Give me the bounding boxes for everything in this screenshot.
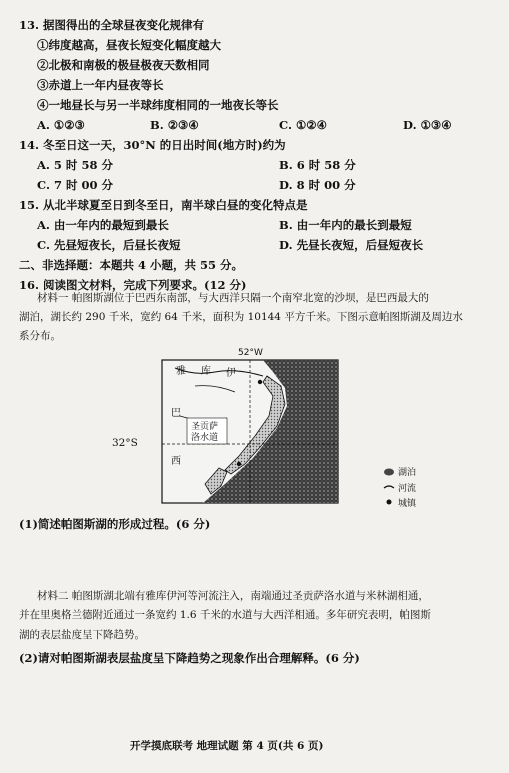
q16-stem: 16. 阅读图文材料，完成下列要求。(12 分) — [19, 278, 247, 292]
q15-option-d: D. 先昼长夜短，后昼短夜长 — [279, 238, 424, 252]
q14-option-b: B. 6 时 58 分 — [279, 158, 356, 172]
channel-label-line-2: 洛水道 — [191, 433, 219, 443]
town-legend-icon — [387, 500, 392, 505]
q16-part-2: (2)请对帕图斯湖表层盐度呈下降趋势之现象作出合理解释。(6 分) — [19, 651, 360, 665]
map-lon-label: 52°W — [238, 348, 263, 358]
material2-line-2: 并在里奥格兰德附近通过一条宽约 1.6 千米的水道与大西洋相通。多年研究表明，帕图斯 — [19, 609, 431, 621]
map-lat-label: 32°S — [112, 437, 138, 449]
q15-option-b: B. 由一年内的最长到最短 — [279, 218, 412, 232]
section-2-heading: 二、非选择题：本题共 4 小题，共 55 分。 — [19, 258, 244, 272]
lake-legend-icon — [384, 469, 394, 476]
map-char: 库 — [201, 366, 211, 377]
page-footer: 开学摸底联考 地理试题 第 4 页(共 6 页) — [130, 740, 324, 752]
map-char: 伊 — [226, 368, 236, 379]
town-marker — [258, 380, 262, 384]
q13-option-a: A. ①②③ — [37, 118, 85, 132]
material2-line-3: 湖的表层盐度呈下降趋势。 — [19, 629, 145, 641]
q13-option-d: D. ①③④ — [403, 118, 452, 132]
material1-line-1: 材料一 帕图斯湖位于巴西东南部，与大西洋只隔一个南窄北宽的沙坝，是巴西最大的 — [37, 292, 429, 304]
q14-option-d: D. 8 时 00 分 — [279, 178, 356, 192]
material1-line-3: 系分布。 — [19, 330, 61, 342]
map-legend — [382, 465, 442, 511]
q15-stem: 15. 从北半球夏至日到冬至日，南半球白昼的变化特点是 — [19, 198, 308, 212]
q16-part-1: (1)简述帕图斯湖的形成过程。(6 分) — [19, 517, 211, 531]
town-marker — [237, 462, 241, 466]
map-char: 巴 — [171, 408, 181, 419]
q14-option-a: A. 5 时 58 分 — [37, 158, 113, 172]
legend-town-label: 城镇 — [398, 499, 417, 509]
q15-option-a: A. 由一年内的最短到最长 — [37, 218, 169, 232]
legend-river-label: 河流 — [398, 484, 417, 494]
map-char: 西 — [171, 456, 181, 467]
q14-stem: 14. 冬至日这一天，30°N 的日出时间(地方时)约为 — [19, 138, 286, 152]
q13-item-4: ④一地昼长与另一半球纬度相同的一地夜长等长 — [37, 98, 279, 112]
material1-line-2: 湖泊，湖长约 290 千米，宽约 64 千米，面积为 10144 平方千米。下图示意帕图斯湖及周边水 — [19, 311, 463, 323]
q13-option-c: C. ①②④ — [279, 118, 327, 132]
river-legend-icon — [384, 486, 394, 488]
channel-label-line-1: 圣贡萨 — [191, 422, 219, 432]
q15-option-c: C. 先昼短夜长，后昼长夜短 — [37, 238, 181, 252]
q13-item-1: ①纬度越高，昼夜长短变化幅度越大 — [37, 38, 221, 52]
q13-item-2: ②北极和南极的极昼极夜天数相同 — [37, 58, 210, 72]
q13-item-3: ③赤道上一年内昼夜等长 — [37, 78, 164, 92]
patos-lagoon-map — [135, 346, 365, 511]
q13-stem: 13. 据图得出的全球昼夜变化规律有 — [19, 18, 205, 32]
q14-option-c: C. 7 时 00 分 — [37, 178, 113, 192]
map-char: 雅 — [176, 366, 186, 377]
material2-line-1: 材料二 帕图斯湖北端有雅库伊河等河流注入，南端通过圣贡萨洛水道与米林湖相通， — [37, 590, 429, 602]
legend-lake-label: 湖泊 — [398, 468, 417, 478]
q13-option-b: B. ②③④ — [150, 118, 199, 132]
